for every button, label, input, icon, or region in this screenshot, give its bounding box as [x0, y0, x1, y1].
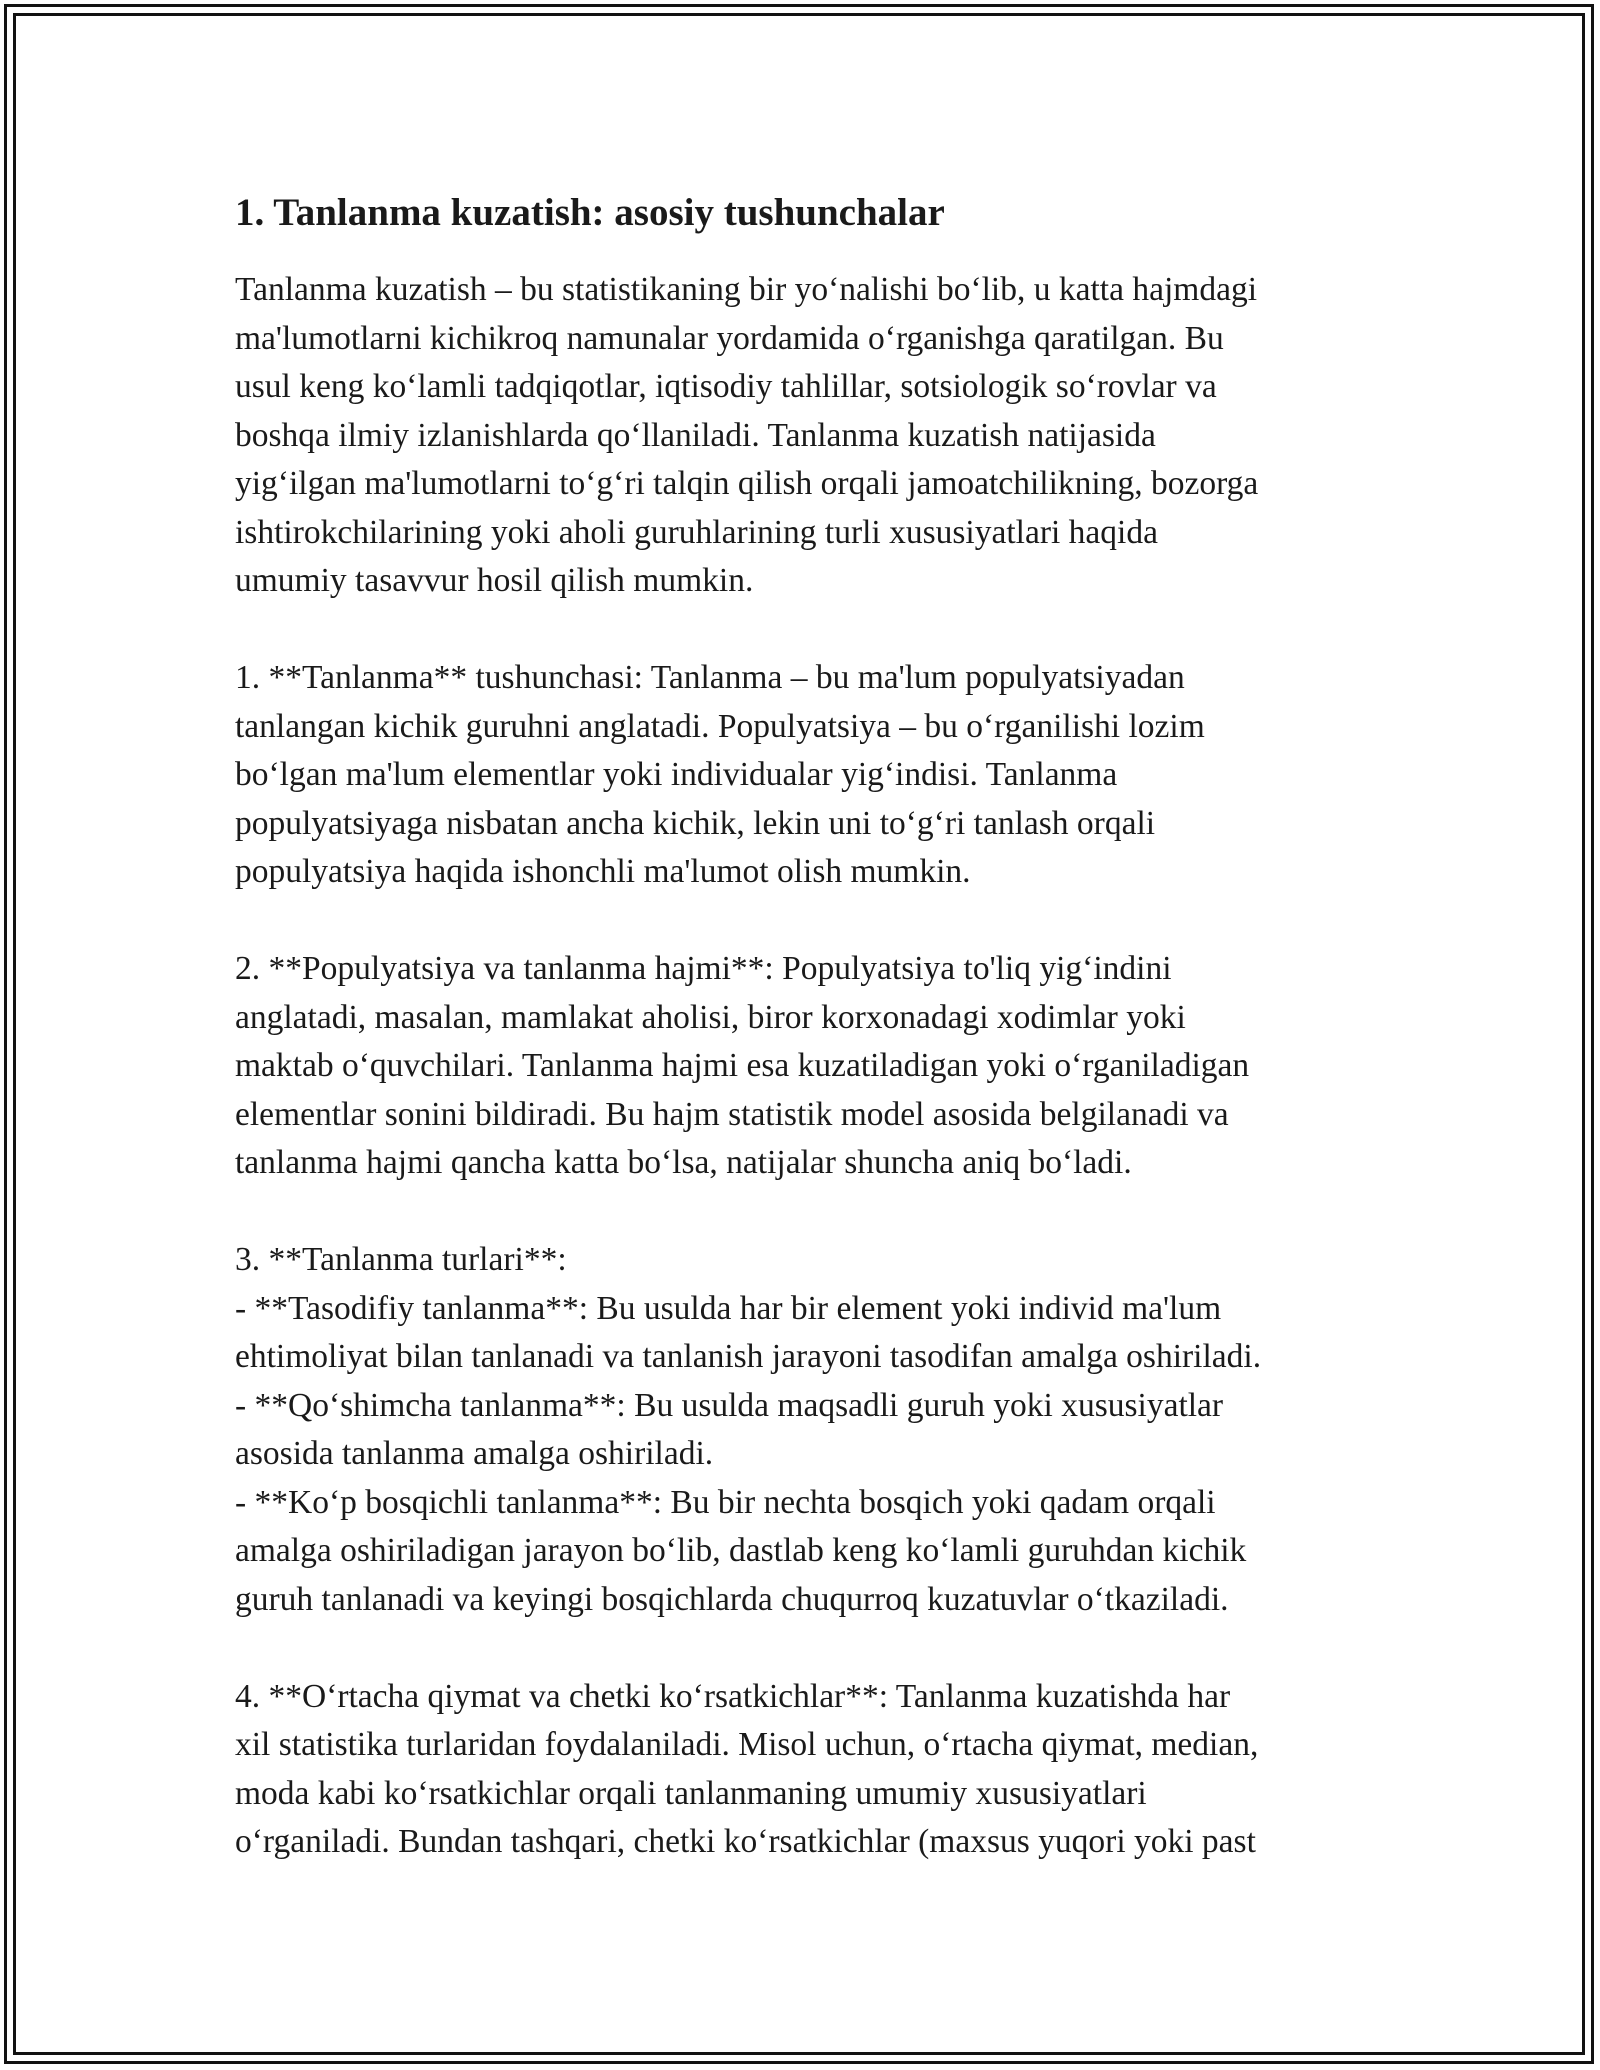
paragraph-item-4: 4. **O‘rtacha qiymat va chetki ko‘rsatkichlar**: Tanlanma kuzatishda har xil statistika turlaridan foydalaniladi. Misol uchun, o‘rtacha qiymat, median, moda kabi ko‘rsatkichlar orqali tanlanmaning umumiy xususiyatlari o‘rganiladi. Bundan tashqari, chetki ko‘rsatkichlar (maxsus yuqori yoki past	[235, 1677, 1259, 1860]
paragraph-intro: Tanlanma kuzatish – bu statistikaning bir yo‘nalishi bo‘lib, u katta hajmdagi ma'lumotlarni kichikroq namunalar yordamida o‘rganishga qaratilgan. Bu usul keng ko‘lamli tadqiqotlar, iqtisodiy tahlillar, sotsiologik so‘rovlar va boshqa ilmiy izlanishlarda qo‘llaniladi. Tanlanma kuzatish natijasida yig‘ilgan ma'lumotlarni to‘g‘ri talqin qilish orqali jamoatchilikning, bozorga ishtirokchilarining yoki aholi guruhlarining turli xususiyatlari haqida umumiy tasavvur hosil qilish mumkin.	[235, 271, 1259, 599]
paragraph-item-3: 3. **Tanlanma turlari**: - **Tasodifiy tanlanma**: Bu usulda har bir element yoki individ ma'lum ehtimoliyat bilan tanlanadi va tanlanish jarayoni tasodifan amalga oshiriladi. - **Qo‘shimcha tanlanma**: Bu usulda maqsadli guruh yoki xususiyatlar asosida tanlanma amalga oshiriladi. - **Ko‘p bosqichli tanlanma**: Bu bir nechta bosqich yoki qadam orqali amalga oshiriladigan jarayon bo‘lib, dastlab keng ko‘lamli guruhdan kichik guruh tanlanadi va keyingi bosqichlarda chuqurroq kuzatuvlar o‘tkaziladi.	[235, 1241, 1262, 1618]
paragraph-item-1: 1. **Tanlanma** tushunchasi: Tanlanma – bu ma'lum populyatsiyadan tanlangan kichik guruhni anglatadi. Populyatsiya – bu o‘rganilishi lozim bo‘lgan ma'lum elementlar yoki individualar yig‘indisi. Tanlanma populyatsiyaga nisbatan ancha kichik, lekin uni to‘g‘ri tanlash orqali populyatsiya haqida ishonchli ma'lumot olish mumkin.	[235, 659, 1205, 890]
document-body	[235, 180, 1375, 1867]
document-title: 1. Tanlanma kuzatish: asosiy tushunchalar	[235, 191, 945, 234]
paragraph-item-2: 2. **Populyatsiya va tanlanma hajmi**: Populyatsiya to'liq yig‘indini anglatadi, masalan, mamlakat aholisi, biror korxonadagi xodimlar yoki maktab o‘quvchilari. Tanlanma hajmi esa kuzatiladigan yoki o‘rganiladigan elementlar sonini bildiradi. Bu hajm statistik model asosida belgilanadi va tanlanma hajmi qancha katta bo‘lsa, natijalar shuncha aniq bo‘ladi.	[235, 950, 1250, 1181]
